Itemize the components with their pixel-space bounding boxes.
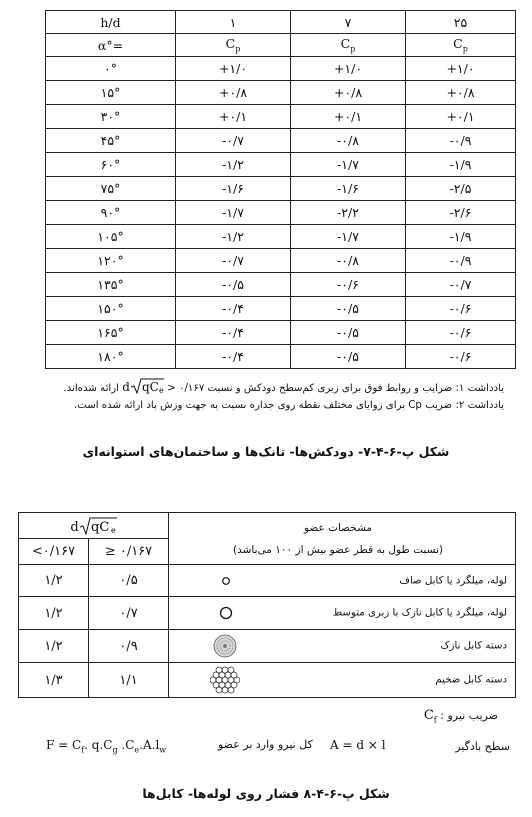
cp-value-cell: -۰/۶ [406, 321, 516, 345]
cp-value-cell: -۰/۴ [176, 321, 291, 345]
cp-label-2: $C_p$ [291, 34, 406, 57]
cp-value-cell: +۱/۰ [176, 57, 291, 81]
member-desc: دسته کابل ضخیم [435, 674, 508, 686]
angle-cell: ۱۸۰° [46, 345, 176, 369]
cp-value-cell: -۱/۲ [176, 225, 291, 249]
note1-prefix: یادداشت ۱: ضرایب و روابط فوق برای زبری کم‌سطح دودکش و نسبت ۰/۱۶۷ < [167, 383, 504, 394]
cp-value-cell: -۱/۷ [291, 153, 406, 177]
member-desc-cell [169, 565, 516, 597]
angle-cell: ۱۳۵° [46, 273, 176, 297]
note1-suffix: ارائه شده‌اند. [63, 383, 119, 394]
angle-cell: ۱۵۰° [46, 297, 176, 321]
header-ge: ≥ ۰/۱۶۷ [89, 539, 169, 565]
member-desc: لوله، میلگرد یا کابل نازک با زبری متوسط [332, 607, 508, 619]
cp-value-cell: +۰/۱ [406, 105, 516, 129]
svg-text:e: e [158, 386, 164, 394]
cp-value-cell: +۰/۸ [176, 81, 291, 105]
cp-value-cell: -۰/۹ [406, 129, 516, 153]
ge-value: ۱/۱ [89, 663, 169, 698]
member-desc: دسته کابل نازک [440, 640, 508, 652]
alpha-label: α°= [46, 34, 176, 57]
cp-value-cell: +۰/۸ [406, 81, 516, 105]
cp-value-cell: +۰/۱ [291, 105, 406, 129]
member-desc-cell [169, 597, 516, 630]
table1-row [46, 177, 516, 201]
cp-value-cell: -۰/۷ [176, 249, 291, 273]
cp-value-cell: -۰/۴ [176, 345, 291, 369]
total-force-label: کل نیرو وارد بر عضو [218, 738, 313, 751]
angle-cell: ۴۵° [46, 129, 176, 153]
header-lt: <۰/۱۶۷ [19, 539, 89, 565]
table2-row [19, 663, 516, 698]
ge-value: ۰/۵ [89, 565, 169, 597]
table1-header-row-alpha [46, 34, 516, 57]
angle-cell: ۱۲۰° [46, 249, 176, 273]
svg-text:e: e [110, 525, 116, 535]
lt-value: ۱/۲ [19, 565, 89, 597]
cp-value-cell: -۰/۶ [406, 297, 516, 321]
member-spec-header [169, 513, 516, 565]
table1-row [46, 57, 516, 81]
table1-row [46, 129, 516, 153]
lt-value: ۱/۳ [19, 663, 89, 698]
member-desc-cell [169, 630, 516, 663]
sqrt-icon [130, 378, 164, 394]
ge-value: ۰/۹ [89, 630, 169, 663]
cp-value-cell: -۲/۶ [406, 201, 516, 225]
caption-figure-7: شکل پ-۶-۴-۷- دودکش‌ها- تانک‌ها و ساختمان‌های استوانه‌ای [82, 444, 450, 459]
table1-row [46, 249, 516, 273]
angle-cell: ۱۰۵° [46, 225, 176, 249]
cp-value-cell: -۰/۹ [406, 249, 516, 273]
d-sqrt-qce-header: d qC e [19, 513, 169, 539]
cp-value-cell: -۰/۵ [291, 297, 406, 321]
cp-value-cell: -۱/۷ [291, 225, 406, 249]
cf-symbol: $C_f$ [423, 708, 437, 725]
table2-row [19, 630, 516, 663]
table1-row [46, 201, 516, 225]
table1-row [46, 273, 516, 297]
cp-value-cell: -۱/۹ [406, 225, 516, 249]
cp-value-cell: -۲/۲ [291, 201, 406, 225]
cp-value-cell: -۰/۵ [176, 273, 291, 297]
angle-cell: ۶۰° [46, 153, 176, 177]
angle-cell: ۹۰° [46, 201, 176, 225]
lt-value: ۱/۲ [19, 630, 89, 663]
force-coeff-text: ضریب نیرو : [440, 709, 498, 722]
thick-cable-bundle-icon [210, 666, 240, 694]
cp-label-3: $C_p$ [406, 34, 516, 57]
member-desc-cell [169, 663, 516, 698]
cp-value-cell: +۰/۸ [291, 81, 406, 105]
force-coefficient-label [424, 708, 498, 725]
cp-value-cell: -۲/۵ [406, 177, 516, 201]
angle-cell: ۱۶۵° [46, 321, 176, 345]
area-formula: A = d × l [330, 738, 386, 752]
lt-value: ۱/۲ [19, 597, 89, 630]
angle-cell: ۷۵° [46, 177, 176, 201]
cp-value-cell: -۱/۶ [291, 177, 406, 201]
cp-value-cell: +۱/۰ [291, 57, 406, 81]
table1-header-row-hd [46, 11, 516, 34]
member-spec-subtitle: (نسبت طول به قطر عضو بیش از ۱۰۰ می‌باشد) [232, 543, 444, 556]
table2-row [19, 597, 516, 630]
cp-value-cell: -۰/۷ [176, 129, 291, 153]
ge-value: ۰/۷ [89, 597, 169, 630]
table1-row [46, 321, 516, 345]
table2-row [19, 565, 516, 597]
svg-text:qC: qC [90, 519, 109, 535]
cp-value-cell: -۰/۷ [406, 273, 516, 297]
cp-value-cell: -۱/۲ [176, 153, 291, 177]
cp-value-cell: -۱/۶ [176, 177, 291, 201]
force-formula: $F = C_f$. $q.C_g$ $.C_e.A.l_w$ [46, 738, 167, 755]
angle-cell: ۰° [46, 57, 176, 81]
table1-row [46, 105, 516, 129]
cp-value-cell: +۱/۰ [406, 57, 516, 81]
sqrt-icon [79, 517, 117, 535]
cp-label-1: $C_p$ [176, 34, 291, 57]
cp-value-cell: -۰/۵ [291, 321, 406, 345]
circle-icon [219, 606, 233, 620]
table1-row [46, 345, 516, 369]
force-coefficient-table [18, 512, 516, 698]
cp-coefficient-table [45, 10, 516, 369]
table1-row [46, 297, 516, 321]
cp-value-cell: -۰/۶ [406, 345, 516, 369]
table1-row [46, 153, 516, 177]
hd-col-1: ۱ [176, 11, 291, 34]
svg-text:qC: qC [141, 380, 159, 394]
cp-value-cell: -۰/۶ [291, 273, 406, 297]
cp-value-cell: -۰/۵ [291, 345, 406, 369]
angle-cell: ۱۵° [46, 81, 176, 105]
hd-col-2: ۷ [291, 11, 406, 34]
hd-label: h/d [46, 11, 176, 34]
small-circle-icon [221, 576, 231, 586]
member-desc: لوله، میلگرد یا کابل صاف [399, 575, 508, 586]
cp-value-cell: -۰/۸ [291, 129, 406, 153]
note-2: یادداشت ۲: ضریب Cp برای زوایای مختلف نقطه روی جداره نسبت به جهت وزش باد ارائه شده است. [73, 400, 504, 411]
cp-value-cell: -۰/۸ [291, 249, 406, 273]
table2-header-row-1 [19, 513, 516, 539]
member-spec-title: مشخصات عضو [303, 521, 373, 534]
cp-value-cell: -۱/۹ [406, 153, 516, 177]
note1-expr: d qC e [122, 380, 164, 394]
cp-value-cell: +۰/۱ [176, 105, 291, 129]
caption-figure-8: شکل پ-۶-۴-۸ فشار روی لوله‌ها- کابل‌ها [142, 786, 390, 801]
thin-cable-bundle-icon [213, 634, 237, 658]
wind-area-label: سطح بادگیر [455, 740, 510, 753]
cp-value-cell: -۱/۷ [176, 201, 291, 225]
cp-value-cell: -۰/۴ [176, 297, 291, 321]
hd-col-3: ۲۵ [406, 11, 516, 34]
table1-row [46, 225, 516, 249]
note-1 [4, 378, 504, 394]
angle-cell: ۳۰° [46, 105, 176, 129]
table1-row [46, 81, 516, 105]
